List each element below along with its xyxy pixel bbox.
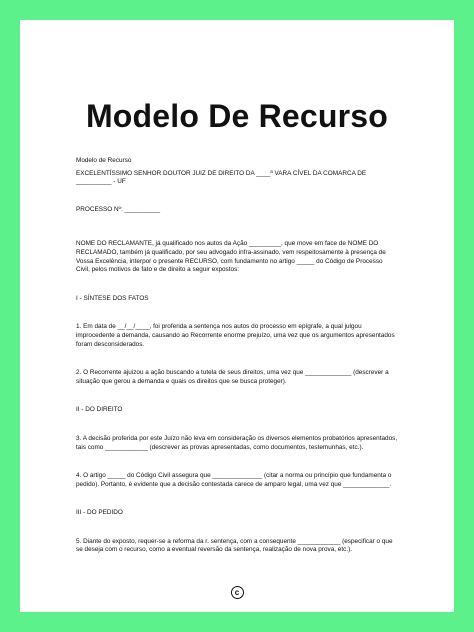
process-number: PROCESSO Nº: __________ xyxy=(76,205,161,213)
copyright-icon: c xyxy=(231,586,244,599)
section-heading-request: III - DO PEDIDO xyxy=(76,509,123,517)
section-heading-facts: I - SÍNTESE DOS FATOS xyxy=(76,294,149,302)
document-sheet xyxy=(20,20,454,612)
document-title: Modelo De Recurso xyxy=(85,98,389,134)
copyright-mark xyxy=(0,582,474,600)
paragraph-4: 4. O artigo _____ do Código Civil assegura que ______________ (citar a norma ou princípio que fundamenta o pedido). Portanto, é evidente que a decisão contestada carece de amparo legal, uma vez que _____________. xyxy=(76,472,392,488)
paragraph-5: 5. Diante do exposto, requer-se a reforma da r. sentença, com a consequente ____________ (especificar o que se deseja com o recurso, como a eventual reversão da sentença, realização de nova prova, etc.). xyxy=(76,537,393,554)
document-subtitle: Modelo de Recurso xyxy=(76,157,132,164)
salutation: EXCELENTÍSSIMO SENHOR DOUTOR JUIZ DE DIREITO DA ____ª VARA CÍVEL DA COMARCA DE __________ - UF xyxy=(76,169,367,186)
document-body xyxy=(76,157,398,555)
paragraph-1: 1. Em data de __/__/____, foi proferida a sentença nos autos do processo em epígrafe, a qual julgou improcedente a demanda, causando ao Recorrente enorme prejuízo, uma vez que os argumentos apresentados foram desconsiderados. xyxy=(76,323,395,348)
section-heading-law: II - DO DIREITO xyxy=(76,406,123,414)
paragraph-2: 2. O Recorrente ajuizou a ação buscando a tutela de seus direitos, uma vez que _____________ (descrever a situação que gerou a demanda e quais os direitos que se busca proteger). xyxy=(76,369,389,385)
intro-paragraph: NOME DO RECLAMANTE, já qualificado nos autos da Ação _________, que move em face de NOME DO RECLAMADO, também já qualificado, por seu advogado infra-assinado, vem respeitosamente à presença de Vossa Excelência, interpor o presente RECURSO, com fundamento no artigo _____ do Código de Processo Civil, pelos motivos de fato e de direito a seguir expostos: xyxy=(76,240,386,274)
paragraph-3: 3. A decisão proferida por este Juízo não leva em consideração os diversos elementos probatórios apresentados, tais como ____________ (descrever as provas apresentadas, como documentos, testemunhas, etc.). xyxy=(76,434,398,451)
